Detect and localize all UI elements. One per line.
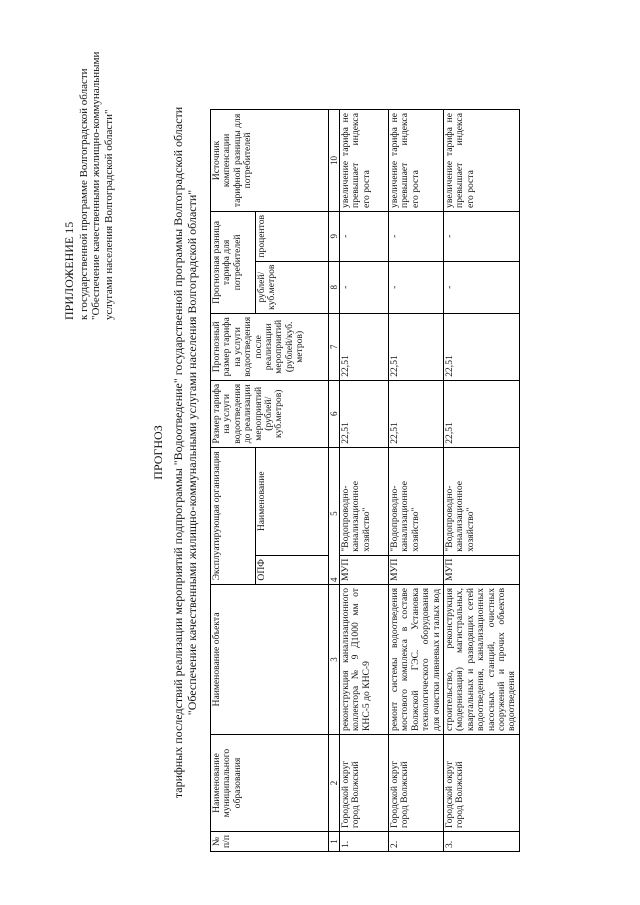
row-object: реконструкция канализационного коллектора № 9 Д1000 мм от КНС-5 до КНС-9 bbox=[340, 585, 389, 735]
header-diff: Прогнозная разница тарифа для потребителей bbox=[211, 211, 256, 313]
row-num: 3. bbox=[444, 832, 520, 852]
row-municipality: Городской округ город Волжский bbox=[389, 735, 444, 832]
row-diff-pct: - bbox=[340, 211, 389, 261]
document-title: ПРОГНОЗ bbox=[151, 425, 165, 480]
header-diff-pct: процентов bbox=[256, 211, 329, 261]
col-number: 8 bbox=[329, 261, 340, 313]
row-diff-rub: - bbox=[444, 261, 520, 313]
forecast-table bbox=[210, 109, 520, 852]
row-source: увеличение тарифа не превышает индекса его роста bbox=[389, 109, 444, 211]
col-number: 9 bbox=[329, 211, 340, 261]
header-forecast: Прогнозный размер тарифа на услуги водоотведения после реализации мероприятий (рублей/куб. метров) bbox=[211, 313, 329, 380]
row-forecast: 22,51 bbox=[444, 313, 520, 380]
row-diff-pct: - bbox=[389, 211, 444, 261]
col-number-5: 5 bbox=[329, 511, 339, 516]
row-opf: МУП bbox=[340, 555, 389, 584]
header-num: № п/п bbox=[211, 832, 329, 852]
table-row bbox=[444, 109, 520, 851]
document-subtitle-line2: "Обеспечение качественными жилищно-коммунальными услугами населения Волгоградской области" bbox=[185, 189, 199, 716]
column-number-row bbox=[329, 109, 340, 851]
row-forecast: 22,51 bbox=[389, 313, 444, 380]
header-row bbox=[211, 109, 256, 851]
header-operator: Эксплуатирующая организация bbox=[211, 447, 256, 584]
row-name: "Водопроводно-канализационное хозяйство" bbox=[340, 447, 389, 555]
table-row bbox=[389, 109, 444, 851]
row-source: увеличение тарифа не превышает индекса его роста bbox=[444, 109, 520, 211]
appendix-title: ПРИЛОЖЕНИЕ 15 bbox=[62, 221, 76, 320]
header-name: Наименование bbox=[256, 447, 329, 555]
row-municipality: Городской округ город Волжский bbox=[444, 735, 520, 832]
row-forecast: 22,51 bbox=[340, 313, 389, 380]
header-opf: ОПФ bbox=[256, 555, 329, 584]
row-municipality: Городской округ город Волжский bbox=[340, 735, 389, 832]
header-source: Источник компенсации тарифной разницы для потребителей bbox=[211, 109, 329, 211]
col-number: 3 bbox=[329, 585, 340, 735]
appendix-line: услугами населения Волгоградской области" bbox=[102, 109, 115, 320]
document-subtitle-line1: тарифных последствий реализации мероприятий подпрограммы "Водоотведение" государственной программы Волгоградской области bbox=[171, 106, 185, 799]
row-num: 2. bbox=[389, 832, 444, 852]
row-diff-pct: - bbox=[444, 211, 520, 261]
row-name: "Водопроводно-канализационное хозяйство" bbox=[389, 447, 444, 555]
row-diff-rub: - bbox=[340, 261, 389, 313]
row-name: "Водопроводно-канализационное хозяйство" bbox=[444, 447, 520, 555]
row-opf: МУП bbox=[389, 555, 444, 584]
row-num: 1. bbox=[340, 832, 389, 852]
header-object: Наименование объекта bbox=[211, 585, 329, 735]
row-tariff: 22,51 bbox=[340, 380, 389, 447]
col-number-4: 4 bbox=[329, 577, 339, 582]
col-number: 7 bbox=[329, 313, 340, 380]
row-tariff: 22,51 bbox=[389, 380, 444, 447]
col-number bbox=[329, 447, 340, 584]
appendix-header bbox=[63, 10, 115, 320]
header-tariff: Размер тарифа на услуги водоотведения до реализации мероприятий (рублей/куб.метров) bbox=[211, 380, 329, 447]
header-diff-rub: рублей/ куб.метров bbox=[256, 261, 329, 313]
row-tariff: 22,51 bbox=[444, 380, 520, 447]
row-diff-rub: - bbox=[389, 261, 444, 313]
row-source: увеличение тарифа не превышает индекса его роста bbox=[340, 109, 389, 211]
table-row bbox=[340, 109, 389, 851]
col-number: 1 bbox=[329, 832, 340, 852]
row-object: ремонт системы водоотведения мостового комплекса в составе Волжской ГЭС. Установка технологического оборудования для очистки ливневых и талых вод bbox=[389, 585, 444, 735]
row-object: строительство, реконструкция (модернизация) магистральных, квартальных и разводящих сетей водоотведения, канализационных насосных станций, очистных сооружений и прочих объектов водоотведения bbox=[444, 585, 520, 735]
row-opf: МУП bbox=[444, 555, 520, 584]
col-number: 2 bbox=[329, 735, 340, 832]
appendix-line: к государственной программе Волгоградской области bbox=[77, 68, 90, 320]
appendix-line: "Обеспечение качественными жилищно-коммунальными bbox=[90, 51, 102, 320]
header-municipality: Наименование муниципального образования bbox=[211, 735, 329, 832]
col-number: 10 bbox=[329, 109, 340, 211]
col-number: 6 bbox=[329, 380, 340, 447]
